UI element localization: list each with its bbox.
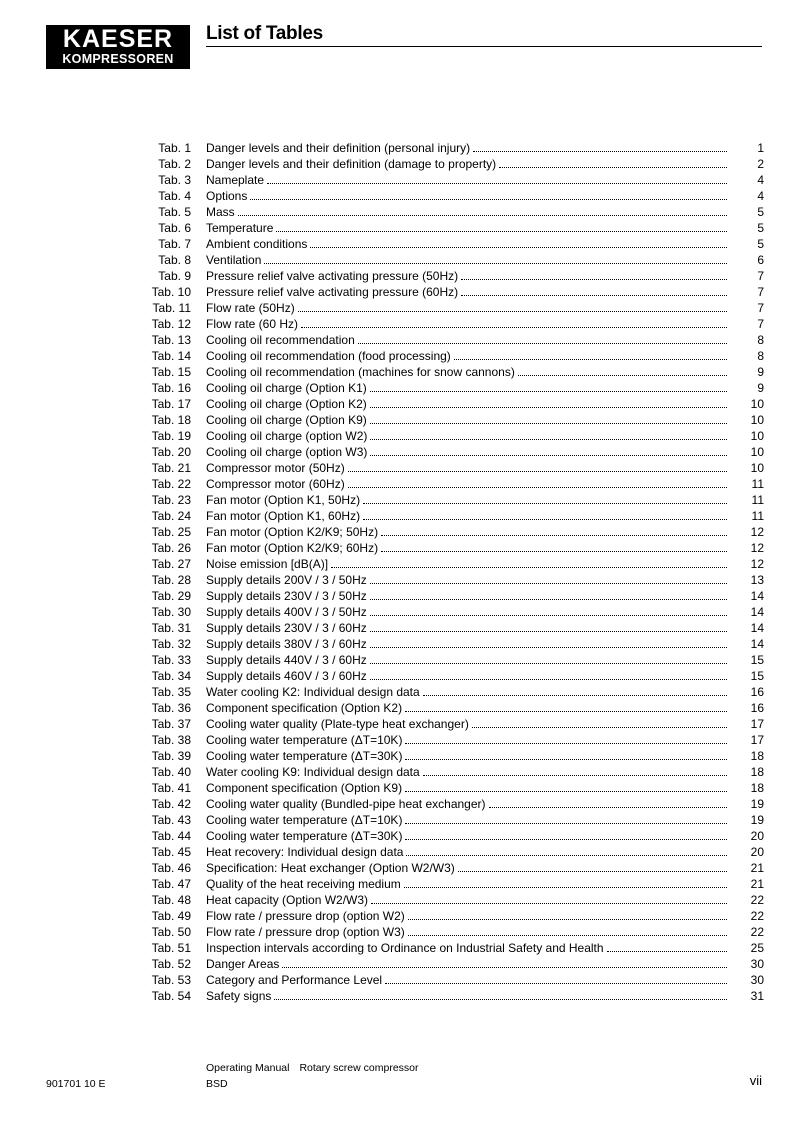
toc-entry-title: Cooling oil charge (Option K2) bbox=[206, 397, 367, 411]
toc-entry-page: 6 bbox=[757, 253, 764, 267]
toc-entry-number: Tab. 6 bbox=[158, 221, 191, 235]
toc-entry[interactable] bbox=[140, 732, 764, 748]
toc-entry-title: Inspection intervals according to Ordinance on Industrial Safety and Health bbox=[206, 941, 604, 955]
toc-entry[interactable] bbox=[140, 812, 764, 828]
toc-dot-leader bbox=[473, 151, 727, 152]
toc-entry-page: 2 bbox=[757, 157, 764, 171]
toc-entry-title: Ventilation bbox=[206, 253, 262, 267]
toc-dot-leader bbox=[370, 423, 727, 424]
toc-entry-title: Flow rate / pressure drop (option W2) bbox=[206, 909, 405, 923]
toc-entry-number: Tab. 46 bbox=[151, 861, 191, 875]
toc-entry[interactable] bbox=[140, 588, 764, 604]
toc-dot-leader bbox=[250, 199, 727, 200]
toc-entry-title: Pressure relief valve activating pressure (60Hz) bbox=[206, 285, 459, 299]
toc-entry-number: Tab. 44 bbox=[151, 829, 191, 843]
toc-entry[interactable] bbox=[140, 636, 764, 652]
toc-dot-leader bbox=[370, 455, 727, 456]
toc-dot-leader bbox=[370, 583, 727, 584]
toc-entry[interactable] bbox=[140, 380, 764, 396]
toc-entry[interactable] bbox=[140, 652, 764, 668]
toc-entry[interactable] bbox=[140, 828, 764, 844]
toc-entry[interactable] bbox=[140, 348, 764, 364]
toc-entry-number: Tab. 52 bbox=[151, 957, 191, 971]
footer-product-name: Rotary screw compressor bbox=[299, 1062, 419, 1074]
toc-dot-leader bbox=[499, 167, 727, 168]
toc-entry-number: Tab. 54 bbox=[151, 989, 191, 1003]
toc-entry-title: Category and Performance Level bbox=[206, 973, 383, 987]
toc-entry-page: 5 bbox=[757, 221, 764, 235]
toc-entry[interactable] bbox=[140, 668, 764, 684]
toc-entry-title: Temperature bbox=[206, 221, 274, 235]
kaeser-logo bbox=[46, 25, 190, 69]
toc-entry[interactable] bbox=[140, 988, 764, 1004]
toc-entry-page: 7 bbox=[757, 301, 764, 315]
toc-entry-title: Danger levels and their definition (personal injury) bbox=[206, 141, 471, 155]
toc-entry-page: 25 bbox=[750, 941, 764, 955]
toc-dot-leader bbox=[458, 871, 727, 872]
toc-dot-leader bbox=[264, 263, 727, 264]
toc-entry-page: 8 bbox=[757, 349, 764, 363]
toc-entry[interactable] bbox=[140, 844, 764, 860]
toc-entry-number: Tab. 50 bbox=[151, 925, 191, 939]
toc-dot-leader bbox=[381, 535, 727, 536]
toc-entry-title: Supply details 380V / 3 / 60Hz bbox=[206, 637, 367, 651]
toc-entry[interactable] bbox=[140, 796, 764, 812]
toc-entry-title: Quality of the heat receiving medium bbox=[206, 877, 401, 891]
toc-entry-title: Danger levels and their definition (damage to property) bbox=[206, 157, 497, 171]
toc-dot-leader bbox=[406, 855, 727, 856]
toc-entry-number: Tab. 43 bbox=[151, 813, 191, 827]
toc-entry-page: 11 bbox=[751, 509, 764, 523]
toc-entry[interactable] bbox=[140, 620, 764, 636]
toc-entry[interactable] bbox=[140, 860, 764, 876]
toc-entry-title: Compressor motor (60Hz) bbox=[206, 477, 345, 491]
toc-entry-title: Flow rate (60 Hz) bbox=[206, 317, 299, 331]
toc-dot-leader bbox=[370, 391, 727, 392]
toc-entry-number: Tab. 28 bbox=[151, 573, 191, 587]
toc-entry-title: Pressure relief valve activating pressure (50Hz) bbox=[206, 269, 459, 283]
toc-dot-leader bbox=[371, 903, 727, 904]
toc-entry-page: 14 bbox=[750, 589, 764, 603]
toc-entry-number: Tab. 29 bbox=[151, 589, 191, 603]
toc-entry[interactable] bbox=[140, 284, 764, 300]
toc-entry-number: Tab. 34 bbox=[151, 669, 191, 683]
list-of-tables bbox=[140, 140, 764, 1004]
toc-entry[interactable] bbox=[140, 412, 764, 428]
toc-dot-leader bbox=[405, 759, 727, 760]
toc-entry[interactable] bbox=[140, 764, 764, 780]
toc-entry[interactable] bbox=[140, 204, 764, 220]
toc-dot-leader bbox=[267, 183, 727, 184]
toc-entry[interactable] bbox=[140, 316, 764, 332]
toc-entry-number: Tab. 22 bbox=[151, 477, 191, 491]
toc-entry-number: Tab. 15 bbox=[151, 365, 191, 379]
toc-entry[interactable] bbox=[140, 924, 764, 940]
toc-entry-page: 10 bbox=[750, 413, 764, 427]
toc-entry-number: Tab. 27 bbox=[151, 557, 191, 571]
toc-entry[interactable] bbox=[140, 540, 764, 556]
toc-entry-page: 10 bbox=[750, 429, 764, 443]
toc-entry-number: Tab. 38 bbox=[151, 733, 191, 747]
footer-document-number: 901701 10 E bbox=[46, 1078, 106, 1090]
toc-entry-number: Tab. 51 bbox=[151, 941, 191, 955]
toc-entry-page: 30 bbox=[750, 973, 764, 987]
toc-entry-page: 12 bbox=[750, 541, 764, 555]
toc-entry-title: Specification: Heat exchanger (Option W2/W3) bbox=[206, 861, 455, 875]
toc-entry-title: Ambient conditions bbox=[206, 237, 308, 251]
toc-entry-number: Tab. 12 bbox=[151, 317, 191, 331]
toc-entry[interactable] bbox=[140, 572, 764, 588]
toc-entry-number: Tab. 5 bbox=[158, 205, 191, 219]
toc-entry-page: 13 bbox=[750, 573, 764, 587]
toc-dot-leader bbox=[358, 343, 727, 344]
toc-entry-page: 10 bbox=[750, 445, 764, 459]
toc-dot-leader bbox=[489, 807, 727, 808]
toc-entry-number: Tab. 13 bbox=[151, 333, 191, 347]
toc-entry-title: Flow rate / pressure drop (option W3) bbox=[206, 925, 405, 939]
toc-entry-title: Cooling water temperature (ΔT=30K) bbox=[206, 829, 403, 843]
toc-entry-number: Tab. 47 bbox=[151, 877, 191, 891]
toc-entry-number: Tab. 2 bbox=[158, 157, 191, 171]
toc-entry-title: Cooling oil charge (Option K1) bbox=[206, 381, 367, 395]
toc-entry-title: Flow rate (50Hz) bbox=[206, 301, 295, 315]
toc-entry-page: 17 bbox=[750, 717, 764, 731]
toc-entry[interactable] bbox=[140, 236, 764, 252]
toc-entry-title: Supply details 440V / 3 / 60Hz bbox=[206, 653, 367, 667]
toc-entry[interactable] bbox=[140, 172, 764, 188]
toc-entry-title: Component specification (Option K2) bbox=[206, 701, 403, 715]
toc-dot-leader bbox=[370, 647, 727, 648]
toc-dot-leader bbox=[454, 359, 727, 360]
toc-entry-number: Tab. 16 bbox=[151, 381, 191, 395]
toc-entry-page: 5 bbox=[757, 237, 764, 251]
toc-dot-leader bbox=[461, 295, 727, 296]
toc-dot-leader bbox=[408, 935, 727, 936]
toc-entry-number: Tab. 26 bbox=[151, 541, 191, 555]
toc-entry-title: Supply details 200V / 3 / 50Hz bbox=[206, 573, 367, 587]
toc-entry-title: Heat recovery: Individual design data bbox=[206, 845, 404, 859]
toc-entry-page: 5 bbox=[757, 205, 764, 219]
footer-page-number: vii bbox=[749, 1073, 762, 1088]
toc-entry[interactable] bbox=[140, 604, 764, 620]
toc-entry-title: Safety signs bbox=[206, 989, 272, 1003]
toc-entry-title: Cooling water quality (Plate-type heat exchanger) bbox=[206, 717, 469, 731]
toc-entry-page: 22 bbox=[750, 925, 764, 939]
toc-dot-leader bbox=[298, 311, 727, 312]
toc-entry-page: 10 bbox=[750, 397, 764, 411]
toc-dot-leader bbox=[274, 999, 727, 1000]
toc-entry-page: 19 bbox=[750, 797, 764, 811]
toc-entry-number: Tab. 30 bbox=[151, 605, 191, 619]
toc-entry-number: Tab. 7 bbox=[158, 237, 191, 251]
toc-entry-number: Tab. 9 bbox=[158, 269, 191, 283]
toc-entry-title: Noise emission [dB(A)] bbox=[206, 557, 329, 571]
toc-entry-title: Component specification (Option K9) bbox=[206, 781, 403, 795]
toc-entry-number: Tab. 37 bbox=[151, 717, 191, 731]
toc-entry-page: 7 bbox=[757, 285, 764, 299]
toc-entry[interactable] bbox=[140, 940, 764, 956]
toc-entry-page: 16 bbox=[750, 701, 764, 715]
toc-entry[interactable] bbox=[140, 220, 764, 236]
toc-dot-leader bbox=[405, 711, 727, 712]
toc-dot-leader bbox=[385, 983, 727, 984]
toc-entry-page: 19 bbox=[750, 813, 764, 827]
toc-entry-page: 18 bbox=[750, 749, 764, 763]
toc-entry[interactable] bbox=[140, 268, 764, 284]
toc-entry-number: Tab. 42 bbox=[151, 797, 191, 811]
toc-entry-page: 16 bbox=[750, 685, 764, 699]
toc-dot-leader bbox=[370, 663, 727, 664]
toc-entry-page: 10 bbox=[750, 461, 764, 475]
toc-entry-number: Tab. 48 bbox=[151, 893, 191, 907]
toc-dot-leader bbox=[607, 951, 727, 952]
toc-entry-number: Tab. 49 bbox=[151, 909, 191, 923]
toc-entry-page: 18 bbox=[750, 765, 764, 779]
toc-entry-page: 9 bbox=[757, 365, 764, 379]
toc-dot-leader bbox=[238, 215, 727, 216]
toc-entry[interactable] bbox=[140, 140, 764, 156]
logo-subtitle: KOMPRESSOREN bbox=[62, 52, 174, 66]
toc-entry-number: Tab. 41 bbox=[151, 781, 191, 795]
toc-entry-title: Supply details 460V / 3 / 60Hz bbox=[206, 669, 367, 683]
toc-entry-title: Options bbox=[206, 189, 248, 203]
toc-entry-number: Tab. 18 bbox=[151, 413, 191, 427]
toc-entry-title: Fan motor (Option K1, 60Hz) bbox=[206, 509, 361, 523]
toc-entry-title: Danger Areas bbox=[206, 957, 280, 971]
toc-entry-number: Tab. 53 bbox=[151, 973, 191, 987]
toc-dot-leader bbox=[370, 599, 727, 600]
toc-entry-number: Tab. 1 bbox=[158, 141, 191, 155]
toc-entry[interactable] bbox=[140, 300, 764, 316]
toc-entry[interactable] bbox=[140, 428, 764, 444]
toc-entry-page: 21 bbox=[750, 877, 764, 891]
toc-entry-title: Cooling water temperature (ΔT=10K) bbox=[206, 733, 403, 747]
toc-entry-number: Tab. 19 bbox=[151, 429, 191, 443]
footer-manual-label: Operating Manual bbox=[206, 1062, 290, 1074]
toc-entry-page: 4 bbox=[757, 189, 764, 203]
toc-entry-title: Cooling oil charge (option W3) bbox=[206, 445, 368, 459]
toc-entry-page: 15 bbox=[750, 653, 764, 667]
toc-entry[interactable] bbox=[140, 364, 764, 380]
toc-entry[interactable] bbox=[140, 332, 764, 348]
toc-entry[interactable] bbox=[140, 700, 764, 716]
toc-entry[interactable] bbox=[140, 156, 764, 172]
toc-entry-page: 1 bbox=[757, 141, 764, 155]
toc-entry-page: 12 bbox=[750, 525, 764, 539]
toc-entry-title: Cooling oil recommendation (machines for snow cannons) bbox=[206, 365, 515, 379]
toc-entry-number: Tab. 25 bbox=[151, 525, 191, 539]
toc-dot-leader bbox=[370, 615, 727, 616]
toc-entry-page: 15 bbox=[750, 669, 764, 683]
title-divider bbox=[206, 46, 762, 47]
toc-entry-number: Tab. 36 bbox=[151, 701, 191, 715]
toc-entry-title: Cooling water temperature (ΔT=30K) bbox=[206, 749, 403, 763]
toc-entry[interactable] bbox=[140, 524, 764, 540]
toc-entry-number: Tab. 11 bbox=[152, 301, 191, 315]
footer-manual-info bbox=[206, 1061, 419, 1075]
toc-entry-page: 14 bbox=[750, 621, 764, 635]
toc-entry[interactable] bbox=[140, 396, 764, 412]
toc-entry-number: Tab. 4 bbox=[158, 189, 191, 203]
toc-entry-number: Tab. 21 bbox=[151, 461, 191, 475]
toc-entry[interactable] bbox=[140, 780, 764, 796]
toc-entry-page: 7 bbox=[757, 317, 764, 331]
toc-entry-page: 31 bbox=[750, 989, 764, 1003]
toc-entry-title: Cooling oil recommendation (food processing) bbox=[206, 349, 451, 363]
toc-entry-page: 7 bbox=[757, 269, 764, 283]
toc-entry[interactable] bbox=[140, 972, 764, 988]
toc-dot-leader bbox=[370, 407, 727, 408]
toc-entry-title: Water cooling K9: Individual design data bbox=[206, 765, 420, 779]
toc-entry-page: 22 bbox=[750, 909, 764, 923]
toc-dot-leader bbox=[381, 551, 727, 552]
toc-dot-leader bbox=[423, 695, 727, 696]
logo-brand-name: KAESER bbox=[62, 25, 174, 53]
toc-entry-title: Mass bbox=[206, 205, 235, 219]
toc-entry-title: Supply details 230V / 3 / 60Hz bbox=[206, 621, 367, 635]
page-title: List of Tables bbox=[206, 23, 323, 44]
toc-entry-page: 12 bbox=[750, 557, 764, 571]
toc-entry-number: Tab. 33 bbox=[151, 653, 191, 667]
toc-entry-title: Cooling water quality (Bundled-pipe heat exchanger) bbox=[206, 797, 486, 811]
toc-entry-page: 11 bbox=[751, 493, 764, 507]
toc-dot-leader bbox=[331, 567, 727, 568]
toc-entry-number: Tab. 10 bbox=[151, 285, 191, 299]
toc-entry-number: Tab. 31 bbox=[151, 621, 191, 635]
toc-entry-number: Tab. 35 bbox=[151, 685, 191, 699]
toc-dot-leader bbox=[310, 247, 727, 248]
toc-entry[interactable] bbox=[140, 508, 764, 524]
toc-entry[interactable] bbox=[140, 188, 764, 204]
toc-entry-title: Cooling oil recommendation bbox=[206, 333, 355, 347]
toc-entry-title: Cooling oil charge (option W2) bbox=[206, 429, 368, 443]
toc-entry[interactable] bbox=[140, 444, 764, 460]
toc-entry[interactable] bbox=[140, 460, 764, 476]
toc-dot-leader bbox=[363, 519, 727, 520]
toc-entry-page: 20 bbox=[750, 829, 764, 843]
toc-dot-leader bbox=[461, 279, 727, 280]
toc-entry-page: 17 bbox=[750, 733, 764, 747]
toc-dot-leader bbox=[363, 503, 727, 504]
toc-entry-number: Tab. 14 bbox=[151, 349, 191, 363]
toc-entry-title: Cooling oil charge (Option K9) bbox=[206, 413, 367, 427]
toc-dot-leader bbox=[276, 231, 727, 232]
toc-entry-page: 21 bbox=[750, 861, 764, 875]
toc-entry-title: Heat capacity (Option W2/W3) bbox=[206, 893, 369, 907]
toc-entry-page: 4 bbox=[757, 173, 764, 187]
toc-entry-number: Tab. 32 bbox=[151, 637, 191, 651]
toc-entry[interactable] bbox=[140, 716, 764, 732]
toc-entry[interactable] bbox=[140, 492, 764, 508]
toc-entry-number: Tab. 23 bbox=[151, 493, 191, 507]
toc-entry[interactable] bbox=[140, 892, 764, 908]
toc-entry-title: Nameplate bbox=[206, 173, 265, 187]
toc-entry[interactable] bbox=[140, 908, 764, 924]
toc-entry-title: Water cooling K2: Individual design data bbox=[206, 685, 420, 699]
toc-dot-leader bbox=[370, 631, 727, 632]
toc-entry-number: Tab. 8 bbox=[158, 253, 191, 267]
toc-entry[interactable] bbox=[140, 476, 764, 492]
toc-dot-leader bbox=[370, 679, 727, 680]
toc-entry-number: Tab. 17 bbox=[151, 397, 191, 411]
toc-entry-number: Tab. 24 bbox=[151, 509, 191, 523]
toc-dot-leader bbox=[370, 439, 727, 440]
toc-dot-leader bbox=[348, 471, 727, 472]
toc-entry-title: Cooling water temperature (ΔT=10K) bbox=[206, 813, 403, 827]
toc-dot-leader bbox=[405, 823, 727, 824]
toc-entry[interactable] bbox=[140, 556, 764, 572]
toc-entry-number: Tab. 20 bbox=[151, 445, 191, 459]
toc-entry-title: Supply details 230V / 3 / 50Hz bbox=[206, 589, 367, 603]
toc-entry-title: Fan motor (Option K1, 50Hz) bbox=[206, 493, 361, 507]
toc-dot-leader bbox=[405, 743, 727, 744]
toc-entry[interactable] bbox=[140, 252, 764, 268]
toc-entry-page: 14 bbox=[750, 637, 764, 651]
toc-entry-title: Supply details 400V / 3 / 50Hz bbox=[206, 605, 367, 619]
toc-entry-number: Tab. 39 bbox=[151, 749, 191, 763]
toc-entry-page: 30 bbox=[750, 957, 764, 971]
toc-dot-leader bbox=[472, 727, 727, 728]
toc-entry-number: Tab. 3 bbox=[158, 173, 191, 187]
toc-dot-leader bbox=[301, 327, 727, 328]
toc-dot-leader bbox=[518, 375, 727, 376]
toc-entry-title: Fan motor (Option K2/K9; 50Hz) bbox=[206, 525, 379, 539]
toc-dot-leader bbox=[405, 839, 727, 840]
toc-entry-title: Fan motor (Option K2/K9; 60Hz) bbox=[206, 541, 379, 555]
toc-entry-page: 8 bbox=[757, 333, 764, 347]
toc-entry-page: 22 bbox=[750, 893, 764, 907]
toc-dot-leader bbox=[423, 775, 727, 776]
toc-dot-leader bbox=[348, 487, 727, 488]
toc-entry-number: Tab. 40 bbox=[151, 765, 191, 779]
toc-entry-page: 11 bbox=[751, 477, 764, 491]
toc-entry[interactable] bbox=[140, 956, 764, 972]
toc-entry[interactable] bbox=[140, 876, 764, 892]
toc-dot-leader bbox=[404, 887, 727, 888]
toc-entry-page: 20 bbox=[750, 845, 764, 859]
toc-entry-page: 18 bbox=[750, 781, 764, 795]
toc-dot-leader bbox=[405, 791, 727, 792]
toc-dot-leader bbox=[282, 967, 727, 968]
footer-model: BSD bbox=[206, 1078, 228, 1090]
toc-dot-leader bbox=[408, 919, 727, 920]
toc-entry[interactable] bbox=[140, 748, 764, 764]
toc-entry-number: Tab. 45 bbox=[151, 845, 191, 859]
toc-entry-title: Compressor motor (50Hz) bbox=[206, 461, 345, 475]
toc-entry-page: 14 bbox=[750, 605, 764, 619]
toc-entry-page: 9 bbox=[757, 381, 764, 395]
toc-entry[interactable] bbox=[140, 684, 764, 700]
